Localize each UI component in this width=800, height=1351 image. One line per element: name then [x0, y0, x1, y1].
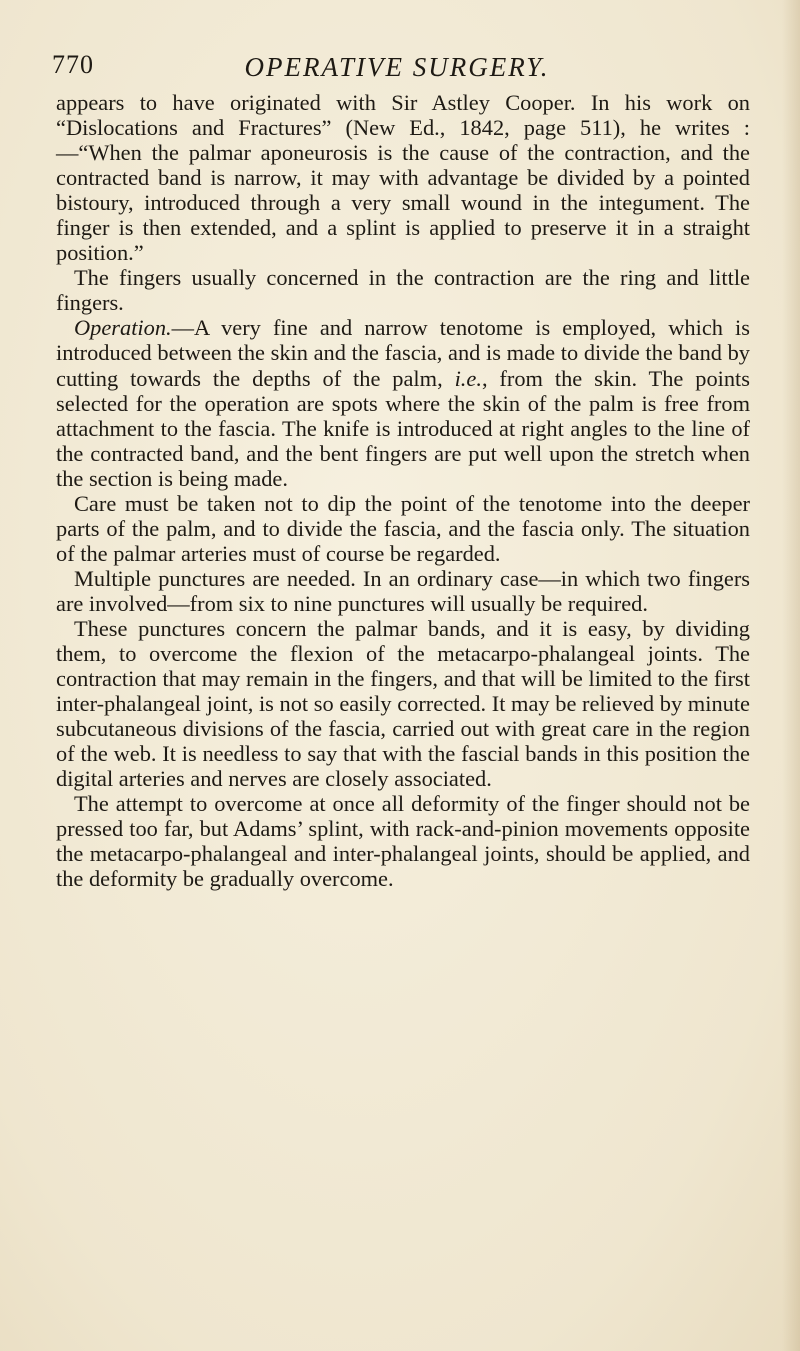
- page-number: 770: [52, 50, 94, 79]
- ie-abbreviation: i.e.: [454, 365, 482, 391]
- running-head: OPERATIVE SURGERY.: [244, 52, 550, 82]
- page-edge-shadow: [782, 0, 800, 1351]
- operation-text-tail: , from the skin. The points selected for the operation are spots where the skin of the palm is free from attachment to the fascia. The knife is introduced at right angles to the line of the contracted band, and the bent fingers are put well upon the stretch when the section is being made.: [56, 365, 750, 491]
- paragraph-deformity: The attempt to overcome at once all deformity of the finger should not be pressed too far, but Adams’ splint, with rack-and-pinion movements opposite the metacarpo-phalangeal and inter-phalangeal joints, should be applied, and the deformity be gradually overcome.: [56, 791, 750, 892]
- paragraph-fingers-concerned: The fingers usually concerned in the contraction are the ring and little fingers.: [56, 265, 750, 316]
- paragraph-continued: appears to have originated with Sir Astley Cooper. In his work on “Dislocations and Fractures” (New Ed., 1842, page 511), he writes :—“When the palmar aponeurosis is the cause of the contraction, and the contracted band is narrow, it may with advantage be divided by a pointed bistoury, introduced through a very small wound in the integument. The finger is then extended, and a splint is applied to preserve it in a straight position.”: [56, 90, 750, 266]
- paragraph-operation: [56, 315, 750, 490]
- operation-text: —A very fine and narrow tenotome is employed, which is introduced between the skin and the fascia, and is made to divide the band by cutting towards the depths of the palm,: [56, 315, 750, 391]
- operation-heading: Operation.: [74, 315, 172, 341]
- paragraph-palmar-bands: These punctures concern the palmar bands, and it is easy, by dividing them, to overcome the flexion of the metacarpo-phalangeal joints. The contraction that may remain in the fingers, and that will be limited to the first inter-phalangeal joint, is not so easily corrected. It may be relieved by minute subcutaneous divisions of the fascia, carried out with great care in the region of the web. It is needless to say that with the fascial bands in this position the digital arteries and nerves are closely associated.: [56, 615, 750, 792]
- paragraph-care: Care must be taken not to dip the point of the tenotome into the deeper parts of the palm, and to divide the fascia, and the fascia only. The situation of the palmar arteries must of course be regarded.: [56, 490, 750, 566]
- paragraph-punctures: Multiple punctures are needed. In an ordinary case—in which two fingers are involved—from six to nine punctures will usually be required.: [56, 565, 750, 616]
- body-text: [56, 90, 750, 892]
- page-header: [52, 50, 742, 84]
